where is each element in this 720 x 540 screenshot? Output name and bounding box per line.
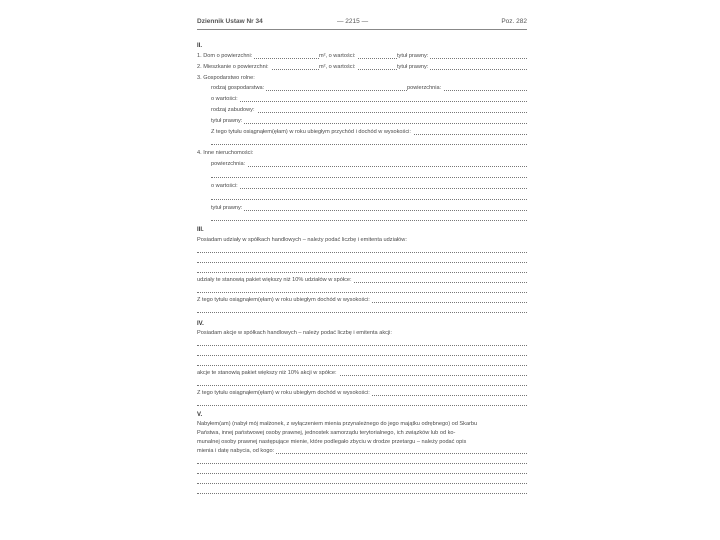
blank-line <box>197 467 527 476</box>
blank-line <box>197 266 527 275</box>
section-v-text-3: munalnej osoby prawnej następujące mienie, które podlegało zbyciu w drodze przetargu – należy podać opis <box>197 439 467 445</box>
section-v-label: V. <box>197 412 203 418</box>
blank-line <box>197 306 527 315</box>
farm-title-line: tytuł prawny: <box>211 117 527 126</box>
section-v-text-1: Nabyłem(am) (nabył mój małżonek, z wyłączeniem mienia przynależnego do jego majątku odrębnego) od Skarbu <box>197 421 478 427</box>
blank-line <box>197 286 527 295</box>
section-v-text-4: mienia i datę nabycia, od kogo: <box>197 447 527 456</box>
farm-line: 3. Gospodarstwo rolne: <box>197 75 255 81</box>
section-iii-label: III. <box>197 227 204 233</box>
shares-intro: Posiadam udziały w spółkach handlowych – należy podać liczbę i emitenta udziałów: <box>197 237 407 243</box>
other-area-line: powierzchnia: <box>211 160 527 169</box>
blank-line <box>197 399 527 408</box>
blank-line <box>211 171 527 180</box>
stocks-pakiet-line: akcje te stanowią pakiet większy niż 10% akcji w spółce: <box>197 369 527 378</box>
blank-line <box>197 246 527 255</box>
stocks-income-line: Z tego tytułu osiągnąłem(ęłam) w roku ubiegłym dochód w wysokości: <box>197 389 527 398</box>
blank-line <box>197 339 527 348</box>
journal-title: Dziennik Ustaw Nr 34 <box>197 18 263 25</box>
blank-line <box>197 487 527 496</box>
house-line: 1. Dom o powierzchni: m², o wartości: tytuł prawny: <box>197 52 527 61</box>
blank-line <box>197 379 527 388</box>
section-ii-label: II. <box>197 43 203 49</box>
blank-line <box>197 349 527 358</box>
other-title-line: tytuł prawny: <box>211 204 527 213</box>
blank-line <box>197 359 527 368</box>
blank-line <box>211 214 527 223</box>
other-value-line: o wartości: <box>211 182 527 191</box>
position-number: Poz. 282 <box>501 18 527 25</box>
blank-line <box>211 193 527 202</box>
blank-line <box>211 138 527 147</box>
section-v-text-2: Państwa, innej państwowej osoby prawnej, jednostek samorządu terytorialnego, ich związków lub od ko- <box>197 430 456 436</box>
farm-buildings-line: rodzaj zabudowy: <box>211 106 527 115</box>
header-rule <box>197 29 527 30</box>
farm-income-line: Z tego tytułu osiągnąłem(ęłam) w roku ubiegłym przychód i dochód w wysokości: <box>211 128 527 137</box>
section-iv-label: IV. <box>197 321 204 327</box>
blank-line <box>197 457 527 466</box>
apartment-line: 2. Mieszkanie o powierzchni: m², o wartości: tytuł prawny: <box>197 63 527 72</box>
farm-value-line: o wartości: <box>211 95 527 104</box>
shares-income-line: Z tego tytułu osiągnąłem(ęłam) w roku ubiegłym dochód w wysokości: <box>197 296 527 305</box>
page-number: — 2215 — <box>337 18 369 25</box>
blank-line <box>197 256 527 265</box>
other-property-line: 4. Inne nieruchomości: <box>197 150 254 156</box>
stocks-intro: Posiadam akcje w spółkach handlowych – należy podać liczbę i emitenta akcji: <box>197 330 392 336</box>
document-page <box>197 18 527 523</box>
shares-pakiet-line: udziały te stanowią pakiet większy niż 10% udziałów w spółce: <box>197 276 527 285</box>
blank-line <box>197 477 527 486</box>
farm-type-line: rodzaj gospodarstwa: powierzchnia: <box>211 84 527 93</box>
